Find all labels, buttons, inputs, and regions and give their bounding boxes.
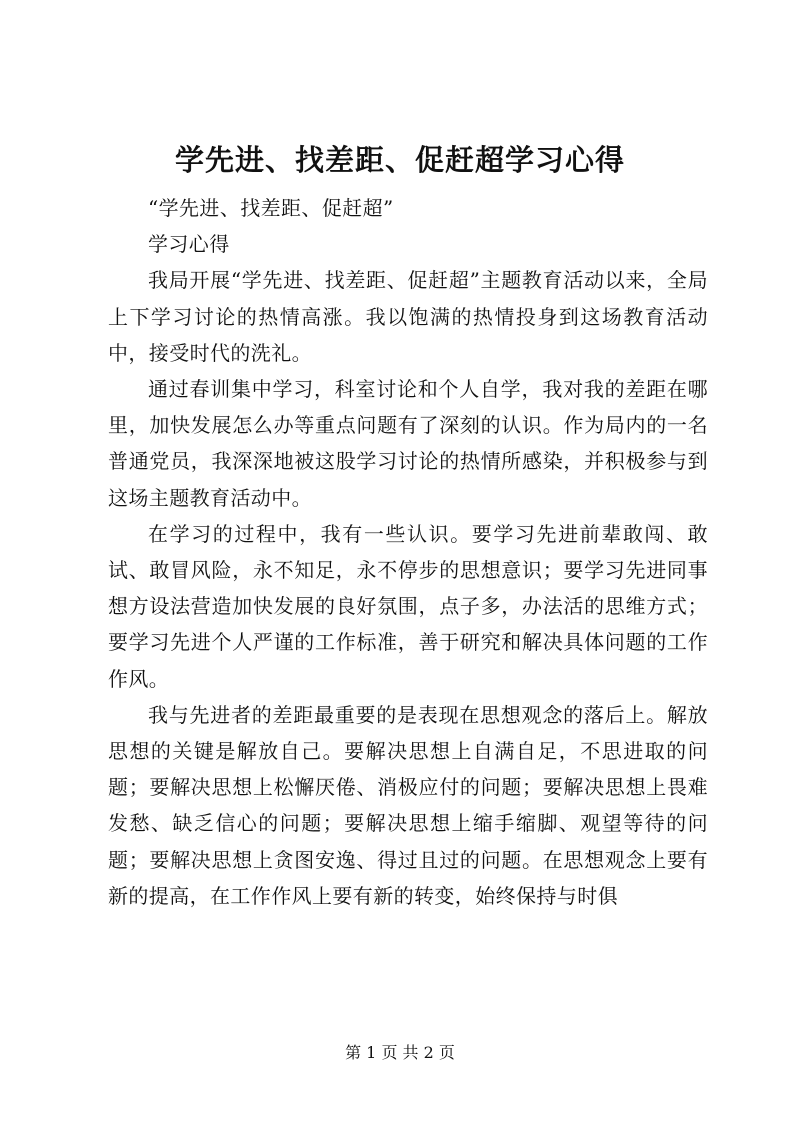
paragraph: 我与先进者的差距最重要的是表现在思想观念的落后上。解放思想的关键是解放自己。要解决思想上自满自足，不思进取的问题；要解决思想上松懈厌倦、消极应付的问题；要解决思想上畏难发愁、缺乏信心的问题；要解决思想上缩手缩脚、观望等待的问题；要解决思想上贪图安逸、得过且过的问题。在思想观念上要有新的提高，在工作作风上要有新的转变，始终保持与时俱 [108,702,708,908]
paragraph-subtitle-line-2: 学习心得 [148,232,230,257]
paragraph: 在学习的过程中，我有一些认识。要学习先进前辈敢闯、敢试、敢冒风险，永不知足，永不停步的思想意识；要学习先进同事想方设法营造加快发展的良好氛围，点子多，办法活的思维方式；要学习先进个人严谨的工作标准，善于研究和解决具体问题的工作作风。 [108,521,708,691]
paragraph-subtitle-line-1: “学先进、找差距、促赶超” [148,196,394,220]
document-body [108,190,708,914]
paragraph: 通过春训集中学习，科室讨论和个人自学，我对我的差距在哪里，加快发展怎么办等重点问题有了深刻的认识。作为局内的一名普通党员，我深深地被这股学习讨论的热情所感染，并积极参与到这场主题教育活动中。 [108,377,708,510]
document-title: 学先进、找差距、促赶超学习心得 [174,143,625,177]
page-number-footer: 第 1 页 共 2 页 [345,1043,455,1062]
paragraph: 我局开展“学先进、找差距、促赶超”主题教育活动以来，全局上下学习讨论的热情高涨。我以饱满的热情投身到这场教育活动中，接受时代的洗礼。 [108,268,708,365]
